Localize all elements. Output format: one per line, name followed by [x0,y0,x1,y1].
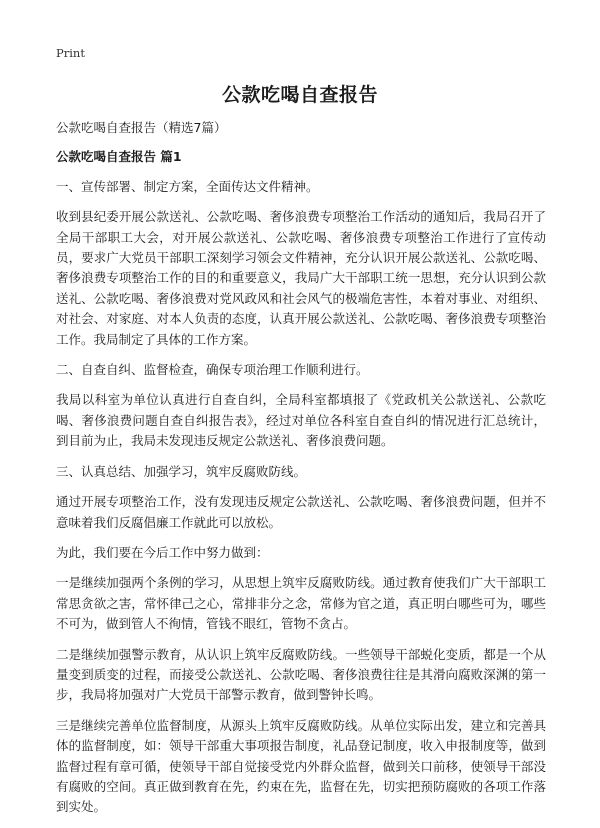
paragraph-9: 二是继续加强警示教育，从认识上筑牢反腐败防线。一些领导干部蜕化变质，都是一个从量变到质变的过程，而接受公款送礼、公款吃喝、奢侈浪费往往是其滑向腐败深渊的第一步，我局将加强对广大党员干部警示教育，做到警钟长鸣。 [56,646,546,703]
paragraph-8: 一是继续加强两个条例的学习，从思想上筑牢反腐败防线。通过教育使我们广大干部职工常思贪欲之害，常怀律己之心，常排非分之念，常修为官之道，真正明白哪些可为，哪些不可为，做到管人不徇情，管钱不眼红，管物不贪占。 [56,575,546,632]
document-title: 公款吃喝自查报告 [221,84,378,106]
paragraph-10: 三是继续完善单位监督制度，从源头上筑牢反腐败防线。从单位实际出发，建立和完善具体的监督制度，如：领导干部重大事项报告制度，礼品登记制度，收入申报制度等，做到监督过程有章可循，使领导干部自觉接受党内外群众监督，做到关口前移，使领导干部没有腐败的空间。真正做到教育在先，约束在先，监督在先，切实把预防腐败的各项工作落到实处。 [56,717,546,815]
paragraph-4: 我局以科室为单位认真进行自查自纠，全局科室都填报了《党政机关公款送礼、公款吃喝、奢侈浪费问题自查自纠报告表》，经过对单位各科室自查自纠的情况进行汇总统计，到目前为止，我局未发现违反规定公款送礼、奢侈浪费问题。 [56,392,546,449]
paragraph-7: 为此，我们要在今后工作中努力做到： [56,544,269,560]
paragraph-5: 三、认真总结、加强学习，筑牢反腐败防线。 [56,463,307,479]
document-subtitle: 公款吃喝自查报告（精选7篇） [56,120,227,135]
paragraph-6: 通过开展专项整治工作，没有发现违反规定公款送礼、公款吃喝、奢侈浪费问题，但并不意味着我们反腐倡廉工作就此可以放松。 [56,494,546,530]
paragraph-3: 二、自查自纠、监督检查，确保专项治理工作顺利进行。 [56,362,369,378]
section-heading: 公款吃喝自查报告 篇1 [56,149,182,165]
document-body [56,118,546,828]
paragraph-1: 一、宣传部署、制定方案，全面传达文件精神。 [56,178,319,194]
paragraph-2: 收到县纪委开展公款送礼、公款吃喝、奢侈浪费专项整治工作活动的通知后，我局召开了全局干部职工大会，对开展公款送礼、公款吃喝、奢侈浪费专项整治工作进行了宣传动员，要求广大党员干部职工深刻学习领会文件精神，充分认识开展公款送礼、公款吃喝、奢侈浪费专项整治工作的目的和重要意义，我局广大干部职工统一思想，充分认识到公款送礼、公款吃喝、奢侈浪费对党风政风和社会风气的极端危害性，本着对事业、对组织、对社会、对家庭、对本人负责的态度，认真开展公款送礼、公款吃喝、奢侈浪费专项整治工作。我局制定了具体的工作方案。 [56,209,546,347]
print-label: Print [56,46,85,60]
